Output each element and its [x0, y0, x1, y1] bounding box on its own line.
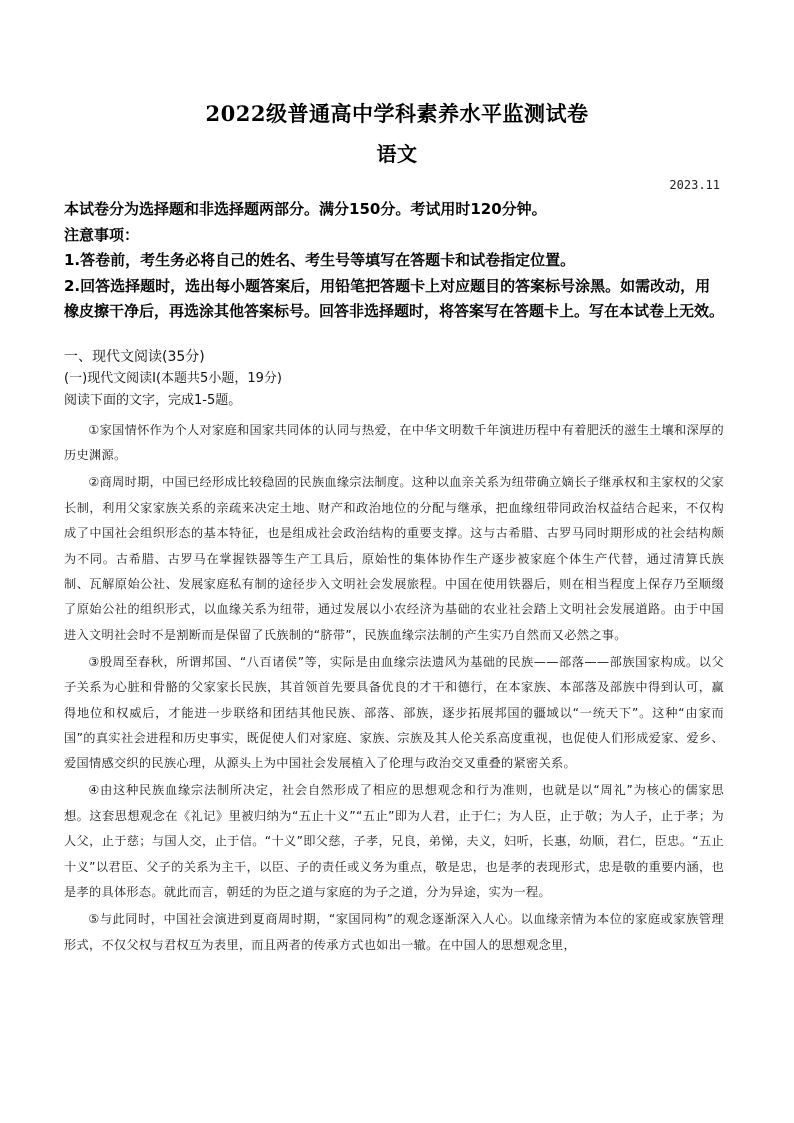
passage	[64, 418, 724, 960]
exam-subject: 语文	[376, 142, 418, 166]
exam-title: 2022级普通高中学科素养水平监测试卷	[205, 101, 589, 126]
section-instruction: 阅读下面的文字，完成1-5题。	[64, 393, 242, 408]
paragraph-2: ②商周时期，中国已经形成比较稳固的民族血缘宗法制度。这种以血亲关系为纽带确立嫡长子继承权和主家权的父家长制，利用父家家族关系的亲疏来决定土地、财产和政治地位的分配与继承，把血缘纽带同政治权益结合起来，不仅构成了中国社会组织形态的基本特征，也是组成社会政治结构的重要支撑。这与古希腊、古罗马同时期形成的社会结构颇为不同。古希腊、古罗马在掌握铁器等生产工具后，原始性的集体协作生产逐步被家庭个体生产代替，通过清算氏族制、瓦解原始公社、发展家庭私有制的途径步入文明社会发展旅程。中国在使用铁器后，则在相当程度上保存乃至顺缀了原始公社的组织形式，以血缘关系为纽带，通过发展以小农经济为基础的农业社会踏上文明社会发展道路。由于中国进入文明社会时不是割断而是保留了氏族制的“脐带”，民族血缘宗法制的产生实乃自然而又必然之事。	[64, 475, 724, 642]
notice-intro: 本试卷分为选择题和非选择题两部分。满分150分。考试用时120分钟。	[64, 200, 547, 218]
notice-item-2: 2.回答选择题时，选出每小题答案后，用铅笔把答题卡上对应题目的答案标号涂黑。如需改动，用橡皮擦干净后，再选涂其他答案标号。回答非选择题时，将答案写在答题卡上。写在本试卷上无效。	[64, 276, 725, 320]
paragraph-3: ③殷周至春秋，所谓邦国、“八百诸侯”等，实际是由血缘宗法遗风为基础的民族——部落——部族国家构成。以父子关系为心脏和骨骼的父家家长民族，其首领首先要具备优良的才干和德行，在本家族、本部落及部族中得到认可，赢得地位和权威后，才能进一步联络和团结其他民族、部落、部族，逐步拓展邦国的疆域以“一统天下”。这种“由家而国”的真实社会进程和历史事实，既促使人们对家庭、家族、宗族及其人伦关系高度重视，也促使人们形成爱家、爱乡、爱国情感交织的民族心理，从源头上为中国社会发展植入了伦理与政治交叉重叠的紧密关系。	[64, 654, 724, 771]
paragraph-5: ⑤与此同时，中国社会演进到夏商周时期，“家国同构”的观念逐渐深入人心。以血缘亲情为本位的家庭或家族管理形式，不仅父权与君权互为表里，而且两者的传承方式也如出一辙。在中国人的思想观念里，	[64, 912, 724, 952]
section-subtitle: (一)现代文阅读Ⅰ(本题共5小题，19分)	[64, 371, 282, 386]
notice-item-1: 1.答卷前，考生务必将自己的姓名、考生号等填写在答题卡和试卷指定位置。	[64, 251, 576, 269]
paragraph-4: ④由这种民族血缘宗法制所决定，社会自然形成了相应的思想观念和行为准则，也就是以“周礼”为核心的儒家思想。这套思想观念在《礼记》里被归纳为“五止十义”“五止”即为人君，止于仁；为人臣，止于敬；为人子，止于孝；为人父，止于慈；与国人交，止于信。“十义”即父慈，子孝，兄良，弟悌，夫义，妇听，长惠，幼顺，君仁，臣忠。“五止十义”以君臣、父子的关系为主干，以臣、子的责任或义务为重点，敬是忠，也是孝的表现形式，忠是敬的重要内涵，也是孝的具体形态。就此而言，朝廷的为臣之道与家庭的为子之道，分为异途，实为一程。	[64, 783, 724, 900]
notice-block	[64, 197, 724, 325]
section-title: 一、现代文阅读(35分)	[64, 349, 205, 365]
exam-date: 2023.11	[669, 178, 720, 192]
section-block	[64, 346, 724, 412]
paragraph-1: ①家国情怀作为个人对家庭和国家共同体的认同与热爱，在中华文明数千年演进历程中有着肥沃的滋生土壤和深厚的历史渊源。	[64, 423, 724, 463]
notice-heading: 注意事项：	[64, 225, 140, 244]
